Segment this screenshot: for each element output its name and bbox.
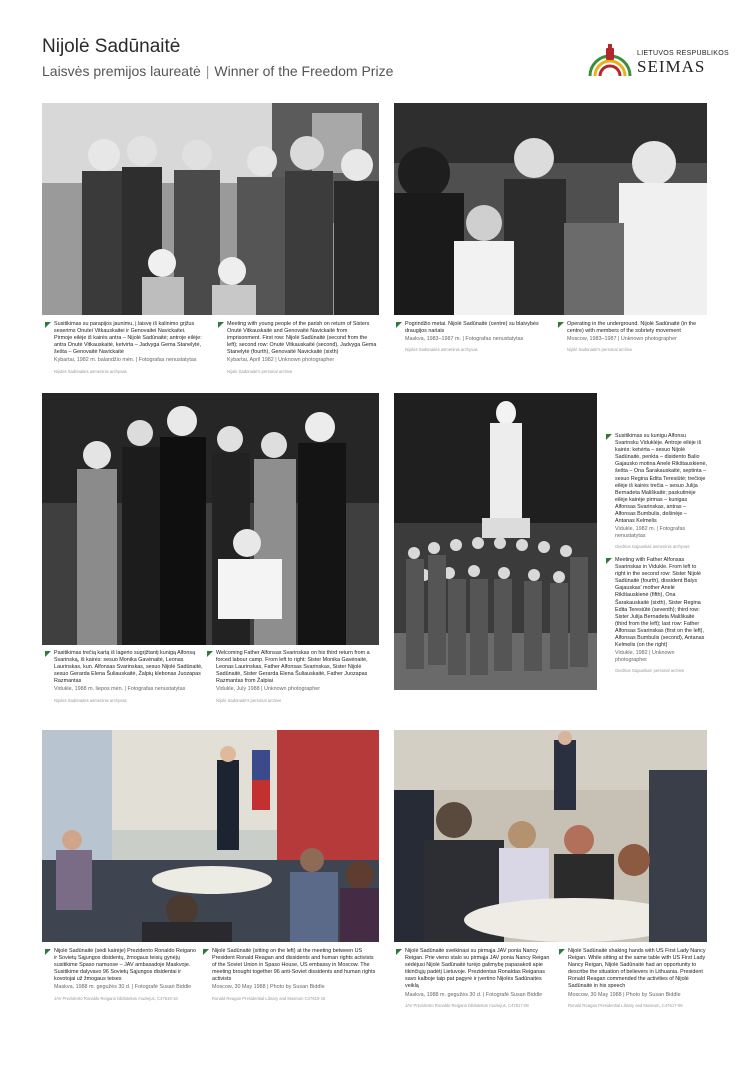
caption-meta: Maskva, 1988 m. gegužės 30 d. | Fotografė Susan Biddle (405, 991, 543, 998)
caption-source: Nijolės Sadūnaitės asmeninis archyvas (54, 368, 127, 374)
caption-lt (54, 650, 204, 704)
caption-meta: Vidukle, July 1988 | Unknown photographer (216, 686, 321, 693)
photo-youth-meeting (42, 103, 379, 315)
caption-meta: Vidukle, 1982 m. | Fotografas nenustatytas (615, 526, 686, 540)
caption-text: Welcoming Father Alfonsas Svarinskas on his third return from a forced labour camp. From left to right: Sister Monika Gavénaitė, Leonas Laurinskas, Father Alfonsas Svarinskas, Sister Nijolė Sadūnaitė, Sister Gerarda Elena Šuliauskaitė, Father Juozapas Razmantas from Žalpiai (216, 650, 370, 685)
page-subtitle (42, 63, 393, 79)
caption-marker-icon (606, 434, 612, 440)
caption-en (227, 321, 377, 375)
page-title: Nijolė Sadūnaitė (42, 36, 181, 57)
caption-text: Meeting with young people of the parish on return of Sisters Onutė Vitkauskaitė and Genovaitė Navickaitė from imprisonment. First row: Nijolė Sadūnaitė (second from the left); second row: Onutė Vitkauskaitė (second), Jadvyga Gema Stanelytė (fourth), Genovaitė Navickaitė (sixth) (227, 321, 377, 356)
caption-source: Giedrius Gajauskas asmeninis archyvas (615, 544, 690, 550)
caption-marker-icon (218, 322, 224, 328)
caption-source: Ronald Reagan Presidential Library and Museum C47619-16 (212, 995, 326, 1001)
caption-marker-icon (203, 949, 209, 955)
caption-source: Nijolė Sadūnaitė's personal archive (567, 347, 633, 353)
caption-text: Pogrindžio metai. Nijolė Sadūnaitė (centre) su blaivybės draugijos nariais (405, 321, 539, 335)
caption-meta: Vidukle, 1988 m. liepos mėn. | Fotografas nenustatytas (54, 686, 186, 693)
seimas-logo (586, 42, 729, 78)
caption-text: Susitikimas su parapijos jaunimu, į laisvę iš kalinimo grįžus seserims Onutei Vitkauskaitei ir Genovaitei Navickaitei. Pirmoje eilėje iš kairės antra – Nijolė Sadūnaitė; antroje eilėje: antra Onutė Vitkauskaitė, ketvirta – Jadvyga Gema Stanelytė, šešta – Genovaitė Navickaitė (54, 321, 202, 356)
caption-marker-icon (558, 322, 564, 328)
caption-text: Meeting with Father Alfonsas Svarinskas in Vidukle. From left to right in the second row: Sister Nijolė Sadūnaitė (fourth), dissident Balys Gajauskas' mother Anelė Rikštauskienė (fifth), Ona Šarakauskaitė (sixth), Sister Regina Edita Teresiūtė (seventh); third row: Sister Julija Bernadeta Mališkaitė (third from the left); last row: Father Alfonsas Svarinskas (first on the left), Alfonsas Bumbulis (second), Antanas Kelmelis (on the right) (615, 557, 705, 649)
caption-marker-icon (396, 949, 402, 955)
caption-meta: Vidukle, 1982 | Unknown photographer (615, 650, 675, 664)
caption-en (212, 948, 377, 1002)
caption-meta: Moscow, 30 May 1988 | Photo by Susan Biddle (212, 984, 325, 991)
subtitle-lt: Laisvės premijos laureatė (42, 63, 201, 79)
caption-en (615, 557, 707, 675)
logo-small-text: LIETUVOS RESPUBLIKOS (637, 50, 729, 57)
caption-text: Susitikimas su kunigu Alfonsu Svarinsku Viduklėje. Antroje eilėje iš kairės: ketvirta – sesuo Nijolė Sadūnaitė, penkta – disidento Balio Gajausko motina Anelė Rikštauskienė, šešta – Ona Šarakauskaitė, septinta – sesuo Regina Edita Teresiūtė; trečioje eilėje iš kairės trečia – sesuo Julija Bernadeta Mališkaitė; paskutinėje eilėje kairėje pirmas – kunigas Alfonsas Svarinskas, antras – Alfonsas Bumbulis, dešinėje – Antanas Kelmelis (615, 433, 707, 525)
caption-marker-icon (396, 322, 402, 328)
photo-underground-years (394, 103, 707, 315)
subtitle-separator: | (205, 63, 210, 79)
caption-lt (54, 948, 199, 1002)
caption-text: Pasitikimas trečią kartą iš lagerio sugrįžtantį kunigą Alfonsą Svarinską, iš kairės: sesuo Monika Gavénaitė, Leonas Laurinskas, kun. Alfonsas Svarinskas, sesuo Nijolė Sadūnaitė, sesuo Gerarda Elena Šuliauskaitė, Žalpių klebonas Juozapas Razmantas (54, 650, 203, 685)
caption-source: Giedrius Gajauskas' personal archive (615, 668, 685, 674)
caption-text: Nijolė Sadūnaitė shaking hands with US First Lady Nancy Reigan. While sitting at the same table with US First Lady Nancy Reigan, Nijolė Sadūnaitė had an opportunity to describe the situation of believers in Lithuania. President Ronald Reagan commended the activities of Nijolė Sadūnaitė in his speech (568, 948, 706, 990)
caption-marker-icon (45, 949, 51, 955)
caption-meta: Moscow, 1983–1987 | Unknown photographer (567, 336, 677, 343)
caption-marker-icon (45, 651, 51, 657)
caption-marker-icon (559, 949, 565, 955)
caption-text: Nijolė Sadūnaitė sveikinasi su pirmąja JAV ponia Nancy Reigan. Prie vieno stalo su pirmąja JAV ponia Nancy Reigan sėdėjusi Nijolė Sadūnaitė turėjo galimybę papasakoti apie tikinčiųjų padėtį Lietuvoje. Prezidentas Ronaldas Reiganas savo kalboje taip pat pagyrė ir įvertino Nijolės Sadūnaitės veiklą (405, 948, 550, 990)
seimas-emblem-icon (586, 42, 634, 78)
subtitle-en: Winner of the Freedom Prize (214, 63, 394, 79)
caption-source: Nijolė Sadūnaitė's personal archive (227, 368, 293, 374)
caption-marker-icon (45, 322, 51, 328)
caption-meta: Moscow, 30 May 1988 | Photo by Susan Biddle (568, 991, 681, 998)
logo-big-text: SEIMAS (637, 57, 706, 76)
caption-source: Ronald Reagan Presidential Library and Museum, C47617-08 (568, 1002, 683, 1008)
caption-lt (405, 321, 545, 353)
caption-text: Operating in the underground. Nijolė Sadūnaitė (in the centre) with members of the sobriety movement (567, 321, 697, 335)
caption-en (568, 948, 707, 1009)
caption-source: Nijolės Sadūnaitės asmeninis archyvas (405, 347, 478, 353)
caption-meta: Maskva, 1983–1987 m. | Fotografas nenustatytas (405, 336, 524, 343)
caption-source: Nijolė Sadūnaitė's personal archive (216, 697, 282, 703)
caption-source: JAV Prezidento Ronaldo Reigano bibliotekos muziejus, C47617-08 (405, 1002, 529, 1008)
caption-marker-icon (606, 558, 612, 564)
caption-text: Nijolė Sadūnaitė (sitting on the left) at the meeting between US President Ronald Reagan and dissidents and human rights activists of the Soviet Union in Spaso House, US embassy in Moscow. The meeting brought together 96 anti-Soviet dissidents and human rights activists (212, 948, 376, 983)
caption-en (216, 650, 376, 704)
caption-source: Nijolės Sadūnaitės asmeninis archyvas (54, 697, 127, 703)
caption-meta: Kybartai, 1982 m. balandžio mėn. | Fotografas nenustatytas (54, 357, 197, 364)
caption-lt (615, 433, 707, 551)
photo-nancy-reagan-handshake (394, 730, 707, 942)
photo-reagan-meeting (42, 730, 379, 942)
caption-lt (405, 948, 553, 1009)
caption-meta: Maskva, 1988 m. gegužės 30 d. | Fotografė Susan Biddle (54, 984, 192, 991)
photo-vidukle-group (394, 393, 597, 690)
caption-meta: Kybartai, April 1982 | Unknown photographer (227, 357, 335, 364)
caption-lt (54, 321, 204, 375)
photo-welcoming-svarinskas (42, 393, 379, 645)
caption-marker-icon (207, 651, 213, 657)
caption-en (567, 321, 707, 353)
caption-text: Nijolė Sadūnaitė (sėdi kairėje) Prezidento Ronaldo Reigano ir Sovietų Sąjungos disidentų, žmogaus teisių gynėjų susitikime Spaso namuose – JAV ambasadoje Maskvoje. Susitikime dalyvavo 96 Sovietų Sąjungos disidentai ir kovotojai už žmogaus teises (54, 948, 197, 983)
caption-source: JAV Prezidento Ronaldo Reigano bibliotekos muziejus, C47619-16 (54, 995, 178, 1001)
